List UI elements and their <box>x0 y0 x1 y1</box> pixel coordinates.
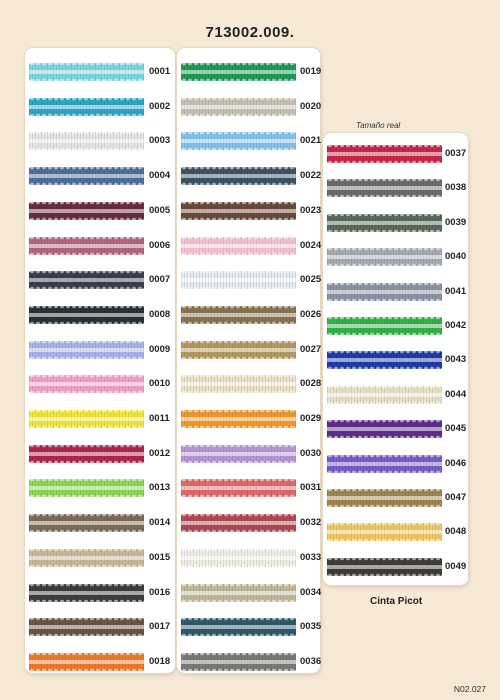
swatch-code: 0007 <box>149 274 171 286</box>
swatch-code: 0047 <box>445 492 467 503</box>
swatch-row <box>177 306 320 324</box>
swatch-row <box>177 584 320 602</box>
ribbon-stripe <box>181 174 296 178</box>
ribbon-swatch <box>181 63 296 81</box>
swatch-row <box>177 410 320 428</box>
page-number: N02.027 <box>453 684 486 694</box>
swatch-code: 0009 <box>149 343 171 355</box>
swatch-row <box>25 410 175 428</box>
swatch-row <box>177 653 320 671</box>
swatch-row <box>177 479 320 497</box>
swatch-row <box>25 98 175 116</box>
swatch-code: 0026 <box>300 308 322 320</box>
ribbon-stripe <box>181 139 296 143</box>
ribbon-swatch <box>181 98 296 116</box>
swatch-row <box>323 248 468 266</box>
swatch-code: 0001 <box>149 66 171 77</box>
ribbon-stripe <box>181 660 296 664</box>
ribbon-swatch <box>29 132 144 150</box>
swatch-row <box>177 341 320 359</box>
swatch-row <box>25 306 175 324</box>
ribbon-stripe <box>181 452 296 456</box>
ribbon-swatch <box>29 341 144 359</box>
ribbon-stripe <box>29 521 144 525</box>
catalog-title: 713002.009. <box>205 24 295 41</box>
swatch-row <box>177 445 320 463</box>
swatch-row <box>177 202 320 220</box>
ribbon-swatch <box>29 271 144 289</box>
swatch-row <box>323 489 468 507</box>
ribbon-stripe <box>181 556 296 560</box>
swatch-row <box>323 351 468 369</box>
ribbon-swatch <box>29 618 144 636</box>
swatch-code: 0034 <box>300 586 322 598</box>
swatch-code: 0014 <box>149 517 171 529</box>
swatch-code: 0041 <box>445 285 467 297</box>
swatch-panel-2 <box>177 48 320 673</box>
swatch-code: 0017 <box>149 621 171 633</box>
swatch-code: 0036 <box>300 655 322 667</box>
ribbon-swatch <box>181 271 296 289</box>
ribbon-stripe <box>327 427 442 431</box>
swatch-code: 0033 <box>300 551 322 563</box>
ribbon-stripe <box>181 521 296 525</box>
swatch-code: 0045 <box>445 423 467 435</box>
swatch-code: 0018 <box>149 655 171 667</box>
ribbon-stripe <box>29 625 144 629</box>
ribbon-swatch <box>327 558 442 576</box>
ribbon-stripe <box>327 462 442 466</box>
swatch-row <box>323 317 468 335</box>
swatch-row <box>177 167 320 185</box>
swatch-code: 0035 <box>300 621 322 633</box>
swatch-row <box>323 179 468 197</box>
ribbon-stripe <box>327 186 442 190</box>
ribbon-stripe <box>29 417 144 421</box>
ribbon-swatch <box>327 145 442 163</box>
ribbon-swatch <box>181 341 296 359</box>
swatch-row <box>25 237 175 255</box>
ribbon-stripe <box>327 221 442 225</box>
swatch-row <box>177 132 320 150</box>
ribbon-stripe <box>327 530 442 534</box>
swatch-code: 0046 <box>445 457 467 469</box>
actual-size-note: Tamaño real <box>356 121 401 130</box>
swatch-row <box>25 132 175 150</box>
swatch-row <box>177 514 320 532</box>
ribbon-swatch <box>327 351 442 369</box>
ribbon-swatch <box>181 653 296 671</box>
ribbon-stripe <box>29 348 144 352</box>
ribbon-stripe <box>29 244 144 248</box>
swatch-panel-3 <box>323 133 468 585</box>
ribbon-stripe <box>327 324 442 328</box>
swatch-code: 0024 <box>300 239 322 251</box>
swatch-code: 0013 <box>149 482 171 494</box>
ribbon-swatch <box>29 237 144 255</box>
swatch-code: 0039 <box>445 216 467 228</box>
ribbon-stripe <box>181 70 296 74</box>
swatch-row <box>323 420 468 438</box>
ribbon-swatch <box>29 479 144 497</box>
swatch-code: 0008 <box>149 308 171 320</box>
swatch-row <box>25 584 175 602</box>
ribbon-swatch <box>181 549 296 567</box>
swatch-row <box>25 479 175 497</box>
swatch-row <box>25 653 175 671</box>
ribbon-swatch <box>327 248 442 266</box>
swatch-code: 0005 <box>149 204 171 216</box>
ribbon-swatch <box>181 410 296 428</box>
ribbon-stripe <box>181 625 296 629</box>
ribbon-stripe <box>327 496 442 500</box>
swatch-row <box>177 98 320 116</box>
swatch-row <box>25 271 175 289</box>
swatch-code: 0029 <box>300 413 322 424</box>
swatch-row <box>177 271 320 289</box>
ribbon-swatch <box>29 445 144 463</box>
ribbon-swatch <box>181 132 296 150</box>
ribbon-stripe <box>327 255 442 259</box>
swatch-row <box>177 375 320 393</box>
ribbon-swatch <box>29 375 144 393</box>
ribbon-swatch <box>327 317 442 335</box>
swatch-code: 0032 <box>300 517 322 529</box>
ribbon-swatch <box>327 455 442 473</box>
ribbon-stripe <box>181 591 296 595</box>
ribbon-swatch <box>181 618 296 636</box>
ribbon-stripe <box>29 174 144 178</box>
ribbon-swatch <box>29 202 144 220</box>
swatch-code: 0037 <box>445 148 467 159</box>
ribbon-swatch <box>29 584 144 602</box>
ribbon-swatch <box>29 653 144 671</box>
swatch-code: 0030 <box>300 447 322 459</box>
swatch-row <box>177 549 320 567</box>
ribbon-swatch <box>29 167 144 185</box>
ribbon-swatch <box>181 237 296 255</box>
ribbon-stripe <box>181 382 296 386</box>
ribbon-swatch <box>29 514 144 532</box>
swatch-code: 0027 <box>300 343 322 355</box>
ribbon-swatch <box>181 584 296 602</box>
ribbon-swatch <box>29 549 144 567</box>
ribbon-stripe <box>181 209 296 213</box>
ribbon-swatch <box>327 523 442 541</box>
ribbon-stripe <box>327 393 442 397</box>
ribbon-swatch <box>181 375 296 393</box>
ribbon-swatch <box>327 179 442 197</box>
ribbon-stripe <box>29 278 144 282</box>
ribbon-swatch <box>29 63 144 81</box>
ribbon-swatch <box>181 167 296 185</box>
swatch-code: 0038 <box>445 182 467 194</box>
ribbon-stripe <box>181 278 296 282</box>
swatch-code: 0048 <box>445 526 467 538</box>
swatch-code: 0021 <box>300 135 322 147</box>
swatch-row <box>25 375 175 393</box>
swatch-code: 0023 <box>300 204 322 216</box>
ribbon-stripe <box>29 313 144 317</box>
swatch-row <box>25 445 175 463</box>
swatch-code: 0019 <box>300 66 322 77</box>
ribbon-swatch <box>181 306 296 324</box>
swatch-row <box>323 214 468 232</box>
swatch-row <box>177 618 320 636</box>
swatch-row <box>25 549 175 567</box>
ribbon-swatch <box>181 202 296 220</box>
swatch-code: 0043 <box>445 354 467 366</box>
ribbon-stripe <box>327 290 442 294</box>
swatch-row <box>25 341 175 359</box>
swatch-code: 0015 <box>149 551 171 563</box>
swatch-row <box>25 63 175 81</box>
swatch-row <box>323 145 468 163</box>
swatch-row <box>177 237 320 255</box>
swatch-code: 0049 <box>445 560 467 572</box>
swatch-row <box>323 283 468 301</box>
swatch-code: 0040 <box>445 251 467 263</box>
swatch-row <box>323 386 468 404</box>
ribbon-swatch <box>29 410 144 428</box>
ribbon-stripe <box>29 139 144 143</box>
swatch-panel-1 <box>25 48 175 673</box>
ribbon-swatch <box>327 420 442 438</box>
swatch-row <box>25 167 175 185</box>
swatch-row <box>323 558 468 576</box>
ribbon-stripe <box>29 452 144 456</box>
swatch-row <box>25 618 175 636</box>
ribbon-stripe <box>29 209 144 213</box>
ribbon-stripe <box>181 313 296 317</box>
ribbon-swatch <box>327 489 442 507</box>
ribbon-stripe <box>327 152 442 156</box>
swatch-code: 0002 <box>149 100 171 112</box>
swatch-code: 0022 <box>300 170 322 182</box>
ribbon-stripe <box>29 660 144 664</box>
ribbon-stripe <box>181 417 296 421</box>
ribbon-stripe <box>327 358 442 362</box>
ribbon-stripe <box>181 348 296 352</box>
ribbon-stripe <box>29 105 144 109</box>
swatch-code: 0016 <box>149 586 171 598</box>
product-caption: Cinta Picot <box>370 596 423 607</box>
ribbon-swatch <box>327 283 442 301</box>
swatch-row <box>25 202 175 220</box>
swatch-code: 0028 <box>300 378 322 390</box>
ribbon-stripe <box>29 556 144 560</box>
ribbon-stripe <box>181 486 296 490</box>
swatch-code: 0004 <box>149 170 171 182</box>
ribbon-stripe <box>181 105 296 109</box>
swatch-code: 0031 <box>300 482 322 494</box>
ribbon-swatch <box>29 98 144 116</box>
swatch-row <box>323 455 468 473</box>
swatch-code: 0025 <box>300 274 322 286</box>
swatch-code: 0042 <box>445 320 467 331</box>
ribbon-stripe <box>327 565 442 569</box>
ribbon-stripe <box>29 486 144 490</box>
ribbon-swatch <box>181 445 296 463</box>
ribbon-stripe <box>29 591 144 595</box>
ribbon-swatch <box>29 306 144 324</box>
swatch-row <box>323 523 468 541</box>
swatch-code: 0010 <box>149 378 171 390</box>
swatch-row <box>177 63 320 81</box>
ribbon-swatch <box>181 514 296 532</box>
ribbon-stripe <box>29 382 144 386</box>
ribbon-stripe <box>181 244 296 248</box>
swatch-code: 0003 <box>149 135 171 147</box>
ribbon-swatch <box>327 214 442 232</box>
swatch-code: 0012 <box>149 447 171 459</box>
swatch-code: 0020 <box>300 100 322 112</box>
ribbon-stripe <box>29 70 144 74</box>
ribbon-swatch <box>327 386 442 404</box>
swatch-code: 0044 <box>445 388 467 400</box>
swatch-row <box>25 514 175 532</box>
swatch-code: 0006 <box>149 239 171 251</box>
ribbon-swatch <box>181 479 296 497</box>
swatch-code: 0011 <box>149 413 170 424</box>
